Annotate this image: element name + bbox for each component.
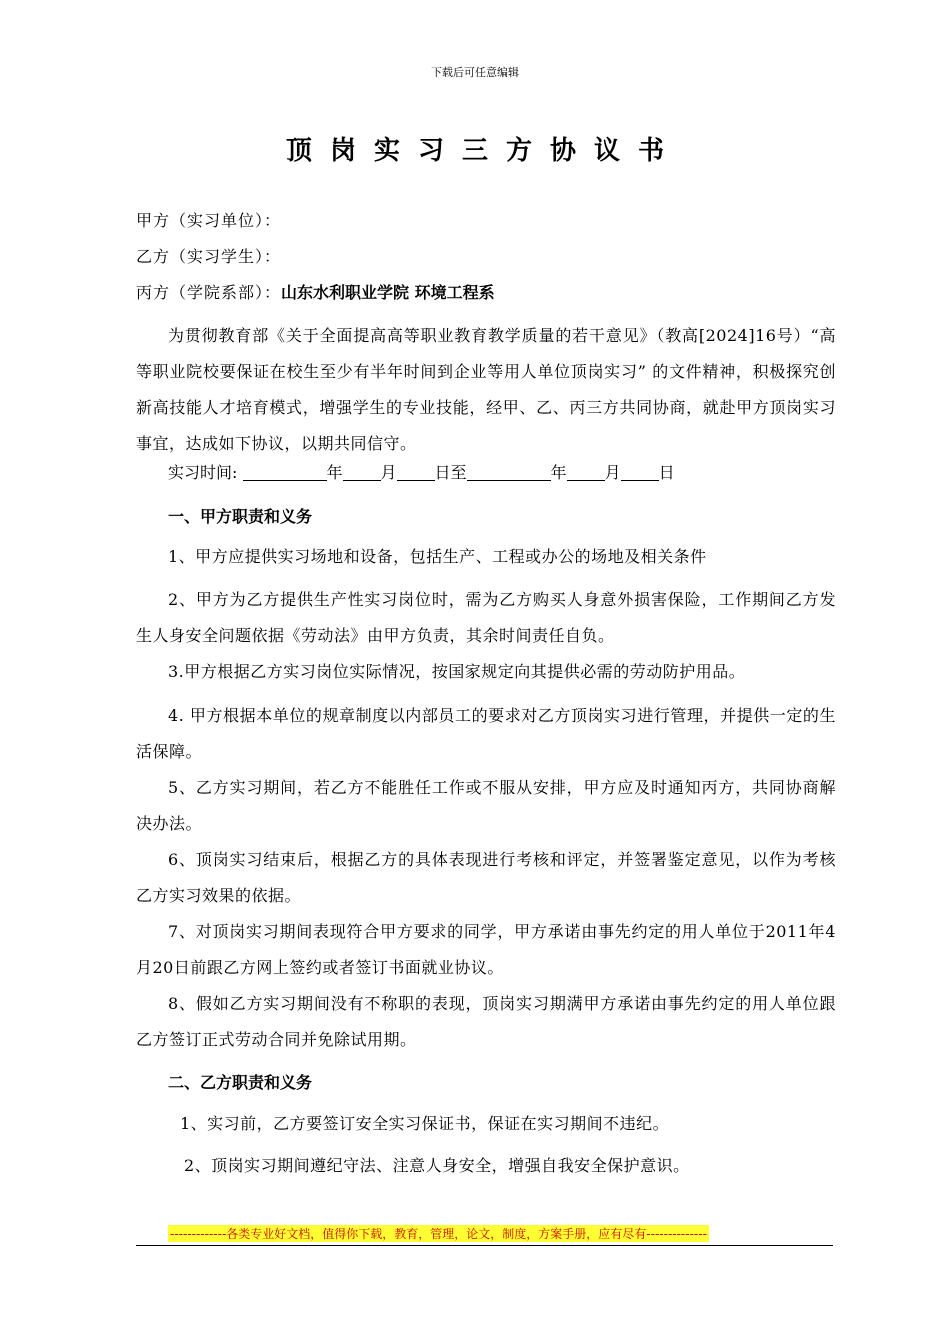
section1-item-7: 7、对顶岗实习期间表现符合甲方要求的同学，甲方承诺由事先约定的用人单位于2011年4月20日前跟乙方网上签约或者签订书面就业协议。: [136, 922, 836, 977]
section1-item-1: 1、甲方应提供实习场地和设备，包括生产、工程或办公的场地及相关条件: [168, 547, 707, 566]
section1-item-2: 2、甲方为乙方提供生产性实习岗位时，需为乙方购买人身意外损害保险，工作期间乙方发生人身安全问题依据《劳动法》由甲方负责，其余时间责任自负。: [136, 590, 836, 645]
footer-ad-banner: -------------各类专业好文档，值得你下载，教育，管理，论文，制度，方案手册，应有尽有--------------: [170, 1227, 707, 1241]
end-year-unit: 年: [550, 463, 567, 482]
document-title: 顶岗实习三方协议书: [285, 136, 682, 166]
party-c-value: 山东水利职业学院 环境工程系: [281, 283, 495, 302]
section1-item-3: 3.甲方根据乙方实习岗位实际情况，按国家规定向其提供必需的劳动防护用品。: [168, 662, 746, 681]
end-day-unit: 日: [658, 463, 675, 482]
start-month-unit: 月: [380, 463, 397, 482]
footer-divider: [136, 1245, 833, 1246]
section1-heading: 一、甲方职责和义务: [168, 507, 313, 526]
section1-item-5: 5、乙方实习期间，若乙方不能胜任工作或不服从安排，甲方应及时通知丙方，共同协商解决办法。: [136, 778, 836, 833]
start-year-unit: 年: [326, 463, 343, 482]
section2-item-1: 1、实习前，乙方要签订安全实习保证书，保证在实习期间不违纪。: [180, 1114, 670, 1133]
start-year-blank[interactable]: [243, 464, 327, 481]
end-month-blank[interactable]: [567, 464, 605, 481]
day-to-text: 日至: [434, 463, 467, 482]
party-c-line: [136, 280, 495, 303]
start-month-blank[interactable]: [343, 464, 381, 481]
end-month-unit: 月: [604, 463, 621, 482]
section2-item-2: 2、顶岗实习期间遵纪守法、注意人身安全，增强自我安全保护意识。: [184, 1156, 690, 1175]
party-a-label: 甲方（实习单位）：: [136, 211, 282, 230]
start-day-blank[interactable]: [397, 464, 435, 481]
end-year-blank[interactable]: [467, 464, 551, 481]
period-label: 实习时间:: [168, 463, 238, 482]
section1-item-6: 6、顶岗实习结束后，根据乙方的具体表现进行考核和评定，并签署鉴定意见，以作为考核乙方实习效果的依据。: [136, 850, 836, 905]
end-day-blank[interactable]: [621, 464, 659, 481]
section2-heading: 二、乙方职责和义务: [168, 1073, 313, 1092]
party-b-label: 乙方（实习学生）：: [136, 247, 282, 266]
section1-item-4: 4. 甲方根据本单位的规章制度以内部员工的要求对乙方顶岗实习进行管理，并提供一定的生活保障。: [136, 706, 836, 761]
internship-period: [168, 460, 675, 483]
intro-paragraph: 为贯彻教育部《关于全面提高高等职业教育教学质量的若干意见》（教高[2024]16号）“高等职业院校要保证在校生至少有半年时间到企业等用人单位顶岗实习” 的文件精神，积极探究创新高技能人才培育模式，增强学生的专业技能，经甲、乙、丙三方共同协商，就赴甲方顶岗实习事宜，达成如下协议，以期共同信守。: [136, 326, 836, 453]
section1-item-8: 8、假如乙方实习期间没有不称职的表现，顶岗实习期满甲方承诺由事先约定的用人单位跟乙方签订正式劳动合同并免除试用期。: [136, 994, 836, 1049]
party-c-label: 丙方（学院系部）：: [136, 283, 282, 302]
header-note: 下载后可任意编辑: [431, 66, 519, 79]
